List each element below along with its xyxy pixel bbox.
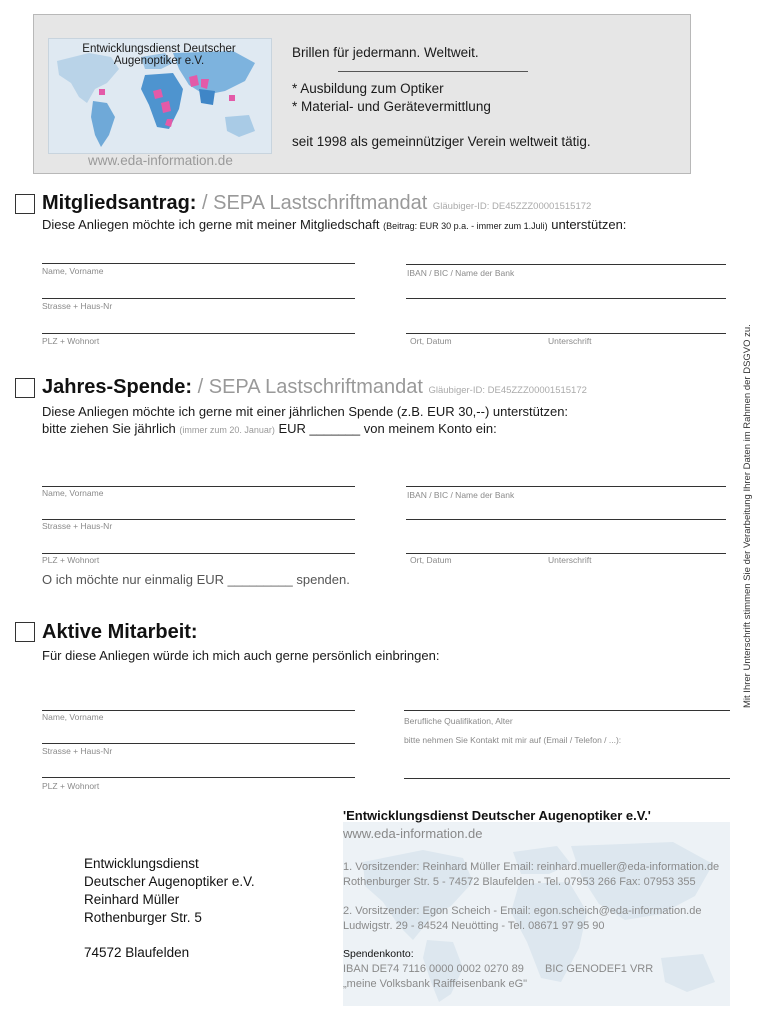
footer-org-name: 'Entwicklungsdienst Deutscher Augenoptiker e.V.' bbox=[343, 808, 651, 823]
city-field-label: PLZ + Wohnort bbox=[42, 781, 100, 791]
chair1-line2: Rothenburger Str. 5 - 74572 Blaufelden - Tel. 07953 266 Fax: 07953 355 bbox=[343, 876, 696, 888]
bank-name: „meine Volksbank Raiffeisenbank eG" bbox=[343, 978, 528, 990]
service-item: * Ausbildung zum Optiker bbox=[292, 81, 444, 96]
donation-text-line2 bbox=[42, 421, 497, 436]
iban-extra-line[interactable] bbox=[406, 298, 726, 299]
donation-line2-b: EUR _______ von meinem Konto ein: bbox=[278, 421, 497, 436]
name-field-line[interactable] bbox=[42, 486, 355, 487]
membership-creditor-id: Gläubiger-ID: DE45ZZZ00001515172 bbox=[432, 201, 592, 212]
contact-field-line[interactable] bbox=[404, 778, 730, 779]
org-name-header: Entwicklungsdienst Deutscher Augenoptiker e.V. bbox=[82, 43, 236, 67]
city-field-line[interactable] bbox=[42, 333, 355, 334]
street-field-line[interactable] bbox=[42, 298, 355, 299]
gdpr-consent-note: Mit Ihrer Unterschrift stimmen Sie der Verarbeitung Ihrer Daten im Rahmen der DSGVO zu. bbox=[742, 324, 753, 708]
chair1-line1: 1. Vorsitzender: Reinhard Müller Email: reinhard.mueller@eda-information.de bbox=[343, 861, 720, 873]
since-text: seit 1998 als gemeinnütziger Verein weltweit tätig. bbox=[292, 134, 591, 149]
bank-bic: BIC GENODEF1 VRR bbox=[545, 963, 654, 975]
city-field-line[interactable] bbox=[42, 777, 355, 778]
membership-checkbox[interactable] bbox=[15, 194, 35, 214]
city-field-label: PLZ + Wohnort bbox=[42, 336, 100, 346]
qualification-field-label: Berufliche Qualifikation, Alter bbox=[404, 716, 513, 726]
donation-text-line1: Diese Anliegen möchte ich gerne mit einer jährlichen Spende (z.B. EUR 30,--) unterstützen: bbox=[42, 404, 569, 419]
street-field-line[interactable] bbox=[42, 743, 355, 744]
signature-field-label: Unterschrift bbox=[548, 336, 592, 346]
membership-text-before: Diese Anliegen möchte ich gerne mit meiner Mitgliedschaft bbox=[42, 217, 380, 232]
city-field-label: PLZ + Wohnort bbox=[42, 555, 100, 565]
address-line: Entwicklungsdienst bbox=[84, 856, 199, 871]
bank-title: Spendenkonto: bbox=[343, 948, 414, 960]
address-line: Deutscher Augenoptiker e.V. bbox=[84, 874, 255, 889]
street-field-label: Strasse + Haus-Nr bbox=[42, 301, 113, 311]
name-field-label: Name, Vorname bbox=[42, 266, 104, 276]
iban-field-label: IBAN / BIC / Name der Bank bbox=[407, 268, 515, 278]
membership-fee-note: (Beitrag: EUR 30 p.a. - immer zum 1.Juli) bbox=[383, 221, 548, 231]
contact-field-label: bitte nehmen Sie Kontakt mit mir auf (Email / Telefon / ...): bbox=[404, 735, 622, 745]
street-field-line[interactable] bbox=[42, 519, 355, 520]
address-line: Reinhard Müller bbox=[84, 892, 180, 907]
date-field-label: Ort, Datum bbox=[410, 336, 452, 346]
donation-line2-a: bitte ziehen Sie jährlich bbox=[42, 421, 176, 436]
header-divider bbox=[338, 71, 528, 72]
donation-subtitle: / SEPA Lastschriftmandat bbox=[197, 376, 423, 398]
donation-checkbox[interactable] bbox=[15, 378, 35, 398]
donation-creditor-id: Gläubiger-ID: DE45ZZZ00001515172 bbox=[428, 385, 587, 396]
iban-extra-line[interactable] bbox=[406, 519, 726, 520]
chair2-line1: 2. Vorsitzender: Egon Scheich - Email: egon.scheich@eda-information.de bbox=[343, 905, 702, 917]
name-field-line[interactable] bbox=[42, 710, 355, 711]
donation-line2-note: (immer zum 20. Januar) bbox=[179, 425, 275, 435]
donation-heading bbox=[42, 376, 587, 399]
street-field-label: Strasse + Haus-Nr bbox=[42, 521, 113, 531]
date-signature-line[interactable] bbox=[406, 553, 726, 554]
membership-text bbox=[42, 217, 626, 232]
name-field-line[interactable] bbox=[42, 263, 355, 264]
address-city: 74572 Blaufelden bbox=[84, 945, 190, 960]
one-time-donation-option[interactable]: O ich möchte nur einmalig EUR _________ spenden. bbox=[42, 572, 350, 587]
iban-field-label: IBAN / BIC / Name der Bank bbox=[407, 490, 515, 500]
service-item: * Material- und Gerätevermittlung bbox=[292, 99, 491, 114]
city-field-line[interactable] bbox=[42, 553, 355, 554]
footer-website[interactable]: www.eda-information.de bbox=[343, 826, 483, 841]
date-field-label: Ort, Datum bbox=[410, 555, 452, 565]
iban-field-line[interactable] bbox=[406, 486, 726, 487]
bank-iban: IBAN DE74 7116 0000 0002 0270 89 bbox=[343, 963, 524, 975]
iban-field-line[interactable] bbox=[406, 264, 726, 265]
name-field-label: Name, Vorname bbox=[42, 712, 104, 722]
website-header: www.eda-information.de bbox=[88, 153, 233, 168]
membership-text-after: unterstützen: bbox=[551, 217, 627, 232]
donation-title: Jahres-Spende: bbox=[42, 376, 193, 398]
name-field-label: Name, Vorname bbox=[42, 488, 104, 498]
chair2-line2: Ludwigstr. 29 - 84524 Neuötting - Tel. 08671 97 95 90 bbox=[343, 920, 605, 932]
qualification-field-line[interactable] bbox=[404, 710, 730, 711]
slogan: Brillen für jedermann. Weltweit. bbox=[292, 45, 479, 60]
membership-heading bbox=[42, 192, 591, 215]
membership-title: Mitgliedsantrag: bbox=[42, 192, 197, 214]
signature-field-label: Unterschrift bbox=[548, 555, 592, 565]
date-signature-line[interactable] bbox=[406, 333, 726, 334]
volunteer-title: Aktive Mitarbeit: bbox=[42, 621, 198, 643]
membership-subtitle: / SEPA Lastschriftmandat bbox=[202, 192, 428, 214]
address-line: Rothenburger Str. 5 bbox=[84, 910, 202, 925]
volunteer-text: Für diese Anliegen würde ich mich auch gerne persönlich einbringen: bbox=[42, 648, 440, 663]
street-field-label: Strasse + Haus-Nr bbox=[42, 746, 113, 756]
volunteer-checkbox[interactable] bbox=[15, 622, 35, 642]
